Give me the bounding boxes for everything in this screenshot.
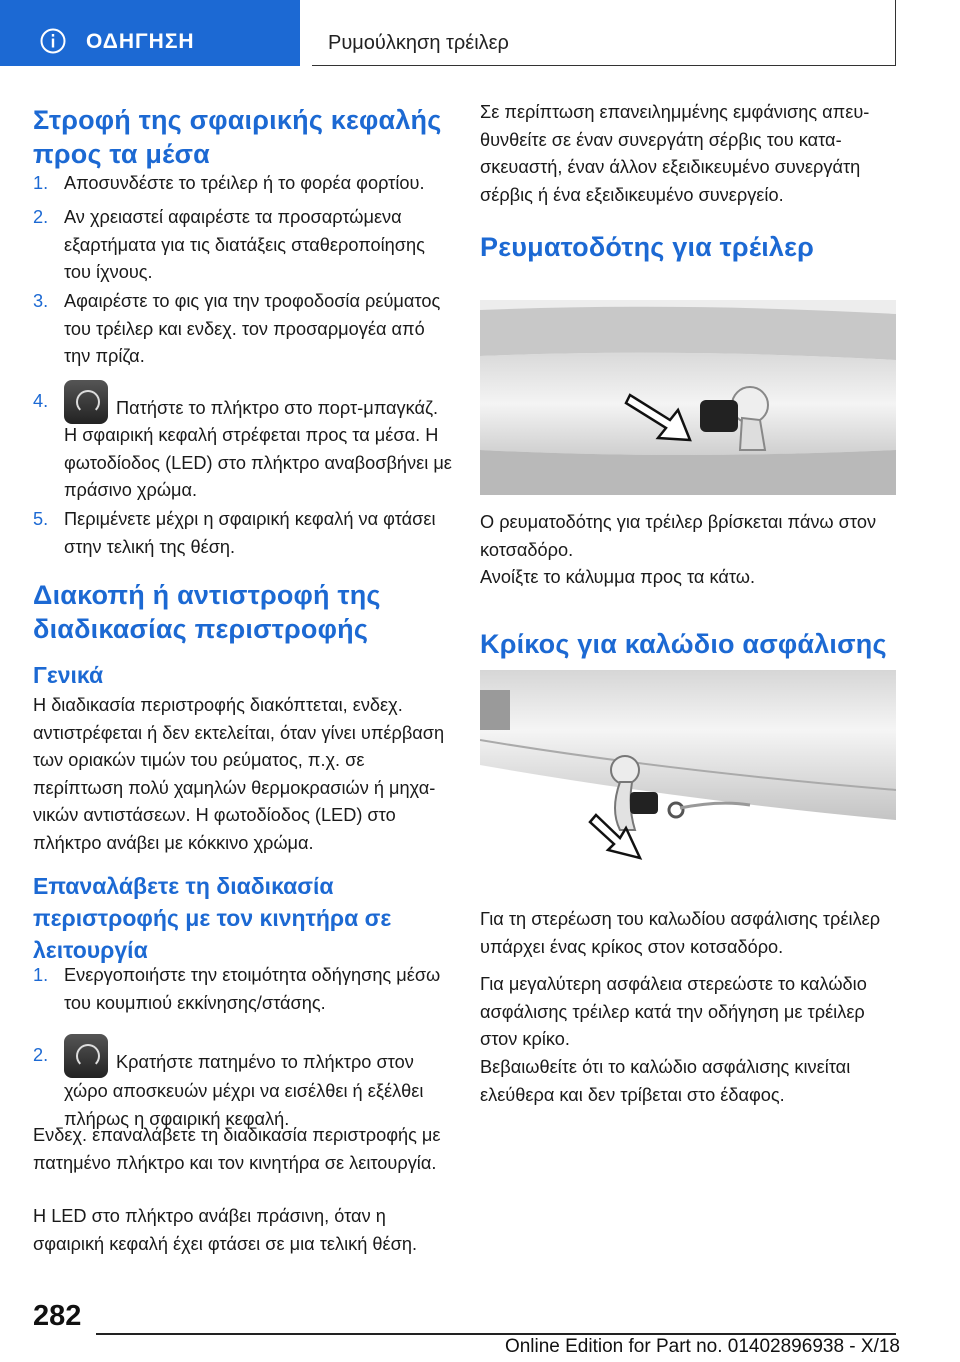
step-text: Αποσυνδέστε το τρέιλερ ή το φορέα φορτίου. (64, 173, 425, 193)
step-number: 1. (33, 173, 49, 193)
step-number: 1. (33, 965, 49, 985)
list-item (33, 204, 453, 288)
ring-paragraph-2: Για μεγαλύτερη ασφάλεια στερεώστε το καλώδιο ασφάλισης τρέιλερ κατά την οδήγηση με τρέιλερ στον κρίκο. (480, 974, 867, 1049)
list-item (33, 170, 453, 198)
step-4-row (64, 380, 456, 424)
step-number: 4. (33, 391, 49, 411)
socket-paragraph-1: Ο ρευματοδότης για τρέιλερ βρίσκεται πάνω στον κοτσαδόρο. (480, 512, 877, 560)
socket-photo (480, 300, 896, 495)
step-number: 5. (33, 509, 49, 529)
heading-inward: Στροφή της σφαιρικής κεφαλής προς τα μέσα (33, 105, 442, 169)
list-item (33, 288, 453, 372)
step-number: 2. (33, 1045, 49, 1065)
repeat-paragraph-2: Η LED στο πλήκτρο ανάβει πράσινη, όταν η σφαιρική κεφαλή έχει φτάσει σε μια τελική θέση. (33, 1206, 418, 1254)
intro-paragraph: Σε περίπτωση επανειλημμένης εμφάνισης απευθυνθείτε σε έναν συνεργάτη σέρβις του κατασκευαστή, έναν άλλον εξειδικευμένο συνεργάτη σέρβις ή ένα εξειδικευμένο συνεργείο. (480, 102, 870, 205)
socket-paragraph-2: Ανοίξτε το κάλυμμα προς τα κάτω. (480, 567, 756, 587)
list-item (33, 506, 453, 562)
heading-repeat: Επαναλάβετε τη διαδικασία περιστροφής με τον κινητήρα σε λειτουργία (33, 873, 392, 963)
general-paragraph: Η διαδικασία περιστροφής διακόπτεται, ενδεχ. αντιστρέφεται ή δεν εκτελείται, όταν γίνει υπέρβαση των οριακών τιμών του ρεύματος, π.χ. σε περίπτωση πολύ χαμηλών θερμοκρασιών ή μηχανικών αντιστάσεων. Η φωτοδίοδος (LED) στο πλήκτρο ανάβει με κόκκινο χρώμα. (33, 695, 445, 853)
ring-paragraph-3: Βεβαιωθείτε ότι το καλώδιο ασφάλισης κινείται ελεύθερα και δεν τρίβεται στο έδαφος. (480, 1057, 851, 1105)
page-title: Ρυμούλκηση τρέιλερ (328, 32, 509, 54)
page-header (0, 0, 960, 66)
trunk-button-icon (64, 380, 108, 424)
repeat-paragraph-1: Ενδεχ. επαναλάβετε τη διαδικασία περιστροφής με πατημένο πλήκτρο και τον κινητήρα σε λειτουργία. (33, 1125, 441, 1173)
step-2-row (64, 1034, 456, 1133)
heading-socket: Ρευματοδότης για τρέιλερ (480, 232, 815, 262)
section-tab[interactable] (0, 0, 300, 66)
step-text: Περιμένετε μέχρι η σφαιρική κεφαλή να φτάσει στην τελική της θέση. (64, 509, 436, 557)
step-note: Η σφαιρική κεφαλή στρέφεται προς τα μέσα. Η φωτοδίοδος (LED) στο πλήκτρο αναβοσβήνει με πράσινο χρώμα. (64, 425, 452, 500)
section-label: ΟΔΗΓΗΣΗ (86, 30, 195, 53)
step-text: Πατήστε το πλήκτρο στο πορτ-μπαγκάζ. (116, 398, 439, 418)
list-item (33, 1042, 453, 1129)
footer-divider (96, 1333, 896, 1335)
step-number: 3. (33, 291, 49, 311)
list-item (33, 388, 453, 416)
step-text: Αφαιρέστε το φις για την τροφοδοσία ρεύματος του τρέιλερ και ενδεχ. τον προσαρμογέα από την πρίζα. (64, 291, 441, 366)
page-number: 282 (33, 1300, 82, 1332)
footer-edition: Online Edition for Part no. 01402896938 - X/18 (504, 1336, 900, 1357)
ring-photo (480, 670, 896, 880)
heading-interrupt: Διακοπή ή αντιστροφή της διαδικασίας περιστροφής (33, 580, 381, 644)
info-icon (40, 28, 66, 54)
step-text: Ενεργοποιήστε την ετοιμότητα οδήγησης μέσω του κουμπιού εκκίνησης/στάσης. (64, 965, 441, 1013)
list-item (33, 962, 453, 1018)
heading-general: Γενικά (33, 662, 104, 688)
header-title-box (312, 0, 896, 66)
step-text: Αν χρειαστεί αφαιρέστε τα προσαρτώμενα εξαρτήματα για τις διατάξεις σταθεροποίησης του ίχνους. (64, 207, 425, 282)
heading-ring: Κρίκος για καλώδιο ασφάλισης (480, 629, 887, 659)
trunk-button-icon (64, 1034, 108, 1078)
step-text: Κρατήστε πατημένο το πλήκτρο στον χώρο αποσκευών μέχρι να εισέλθει ή εξέλθει πλήρως η σφαιρική κεφαλή. (64, 1052, 424, 1129)
ring-paragraph-1: Για τη στερέωση του καλωδίου ασφάλισης τρέιλερ υπάρχει ένας κρίκος στον κοτσαδόρο. (480, 909, 881, 957)
step-number: 2. (33, 207, 49, 227)
